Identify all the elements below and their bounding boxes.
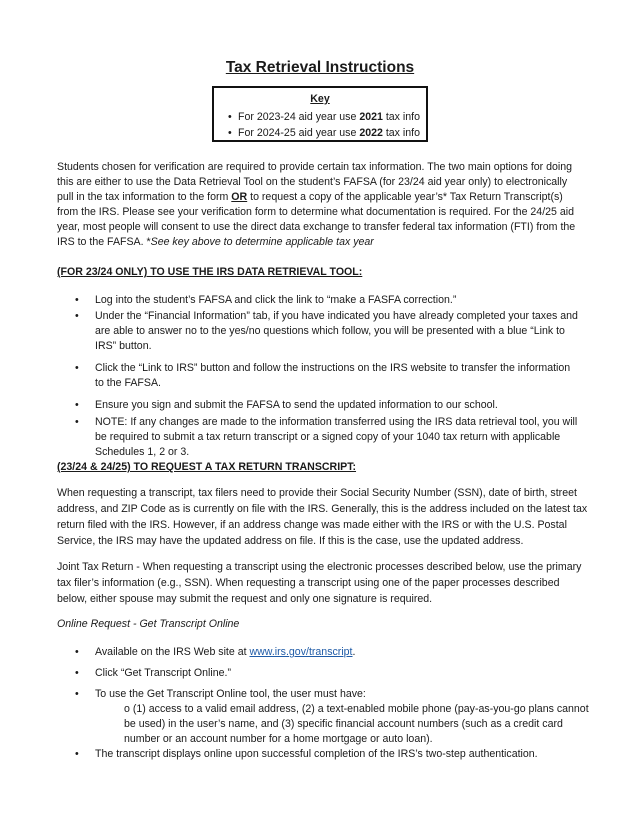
bullet-icon: • xyxy=(75,294,79,306)
intro-paragraph: Students chosen for verification are required to provide certain tax information. The two main options for doing this are either to use the Data Retrieval Tool on the student’s FAFSA (for 23/24 aid year only) to electronically pull in the tax information to the form OR to request a copy of the applicable year’s* Tax Return Transcript(s) from the IRS. Please see your verification form to determine what documentation is required. For the 24/25 aid year, most people will consent to use the direct data exchange to transfer federal tax information (FTI) from the IRS to the FAFSA. *See key above to determine applicable tax year xyxy=(57,161,576,248)
list-item: • Click “Get Transcript Online.” xyxy=(75,667,231,679)
online-request-heading: Online Request - Get Transcript Online xyxy=(57,618,240,630)
or-emphasis: OR xyxy=(231,191,248,203)
bullet-icon: • xyxy=(228,111,232,123)
bullet-icon: • xyxy=(75,646,79,658)
data-retrieval-list xyxy=(75,293,585,460)
irs-transcript-link[interactable]: www.irs.gov/transcript xyxy=(249,646,353,658)
section-heading-transcript: (23/24 & 24/25) TO REQUEST A TAX RETURN TRANSCRIPT: xyxy=(57,461,357,473)
bullet-icon: • xyxy=(75,688,79,700)
list-item: • Under the “Financial Information” tab, if you have indicated you have already completed your taxes and are able to answer no to the yes/no questions which follow, you will be presented with a blue “Link to IRS” button. xyxy=(75,310,578,352)
list-item: • To use the Get Transcript Online tool, the user must have: o (1) access to a valid email address, (2) a text-enabled mobile phone (pay-as-you-go plans cannot be used) in the user’s name, and (3) specific financial account numbers (such as a credit card number or an account number for a home mortgage or auto loan). xyxy=(75,688,589,745)
key-heading: Key xyxy=(310,93,330,105)
joint-return-paragraph: Joint Tax Return - When requesting a transcript using the electronic processes described below, use the primary tax filer’s information (e.g., SSN). When requesting a transcript using one of the paper processes described below, either spouse may submit the request and only one signature is required. xyxy=(57,561,582,605)
page-title: Tax Retrieval Instructions xyxy=(225,59,415,76)
section-heading-data-retrieval: (FOR 23/24 ONLY) TO USE THE IRS DATA RETRIEVAL TOOL: xyxy=(57,266,363,278)
list-item: • Click the “Link to IRS” button and follow the instructions on the IRS website to transfer the information to the FAFSA. xyxy=(75,362,571,389)
sub-list-item: o (1) access to a valid email address, (2) a text-enabled mobile phone (pay-as-you-go plans cannot be used) in the user’s name, and (3) specific financial account numbers (such as a credit card number or an account number for a home mortgage or auto loan). xyxy=(124,703,589,745)
key-box xyxy=(212,86,428,142)
key-item: • For 2024-25 aid year use 2022 tax info xyxy=(228,127,420,139)
bullet-icon: • xyxy=(75,310,79,322)
bullet-icon: • xyxy=(75,399,79,411)
bullet-icon: • xyxy=(75,667,79,679)
list-item: • The transcript displays online upon successful completion of the IRS’s two-step authentication. xyxy=(75,748,538,760)
bullet-icon: • xyxy=(75,748,79,760)
transcript-paragraph: When requesting a transcript, tax filers need to provide their Social Security Number (SSN), date of birth, street address, and ZIP Code as is currently on file with the IRS. Generally, this is the address included on the latest tax return filed with the IRS. However, if an address change was made either with the IRS or with the U.S. Postal Service, the IRS may have the updated address on file. If this is the case, use the updated address. xyxy=(57,487,588,547)
bullet-icon: • xyxy=(75,362,79,374)
list-item: • Ensure you sign and submit the FAFSA to send the updated information to our school. xyxy=(75,399,498,411)
bullet-icon: • xyxy=(75,416,79,428)
bullet-icon: • xyxy=(228,127,232,139)
online-request-list xyxy=(75,645,589,762)
list-item: • NOTE: If any changes are made to the information transferred using the IRS data retrieval tool, you will be required to submit a tax return transcript or a signed copy of your 1040 tax return with applicable Schedules 1, 2 or 3. xyxy=(75,416,578,458)
key-item: • For 2023-24 aid year use 2021 tax info xyxy=(228,111,420,123)
list-item: • Log into the student’s FAFSA and click the link to “make a FASFA correction.” xyxy=(75,294,457,306)
list-item: • Available on the IRS Web site at www.irs.gov/transcript. xyxy=(75,646,356,658)
circle-bullet-icon: o xyxy=(124,703,130,715)
